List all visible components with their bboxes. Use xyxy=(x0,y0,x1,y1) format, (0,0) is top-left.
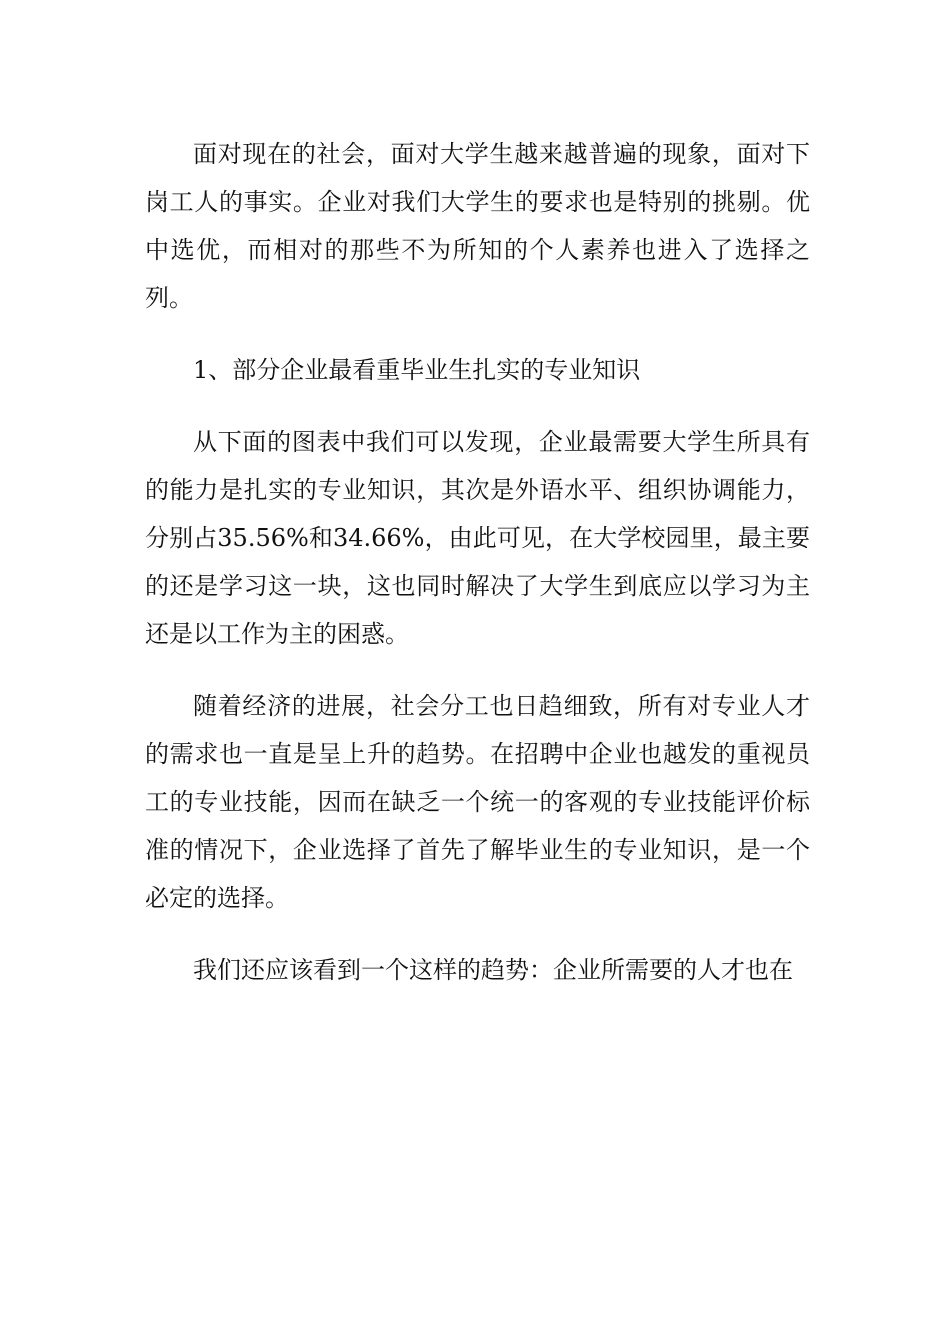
paragraph-continuation: 我们还应该看到一个这样的趋势：企业所需要的人才也在 xyxy=(193,956,793,984)
paragraph-chart-finding: 从下面的图表中我们可以发现，企业最需要大学生所具有的能力是扎实的专业知识，其次是外语水平、组织协调能力，分别占35.56%和34.66%，由此可见，在大学校园里，最主要的还是学习这一块，这也同时解决了大学生到底应以学习为主还是以工作为主的困惑。 xyxy=(145,428,810,648)
section-heading: 1、部分企业最看重毕业生扎实的专业知识 xyxy=(193,356,641,384)
paragraph-intro: 面对现在的社会，面对大学生越来越普遍的现象，面对下岗工人的事实。企业对我们大学生的要求也是特别的挑剔。优中选优，而相对的那些不为所知的个人素养也进入了选择之列。 xyxy=(145,140,810,312)
body-text xyxy=(145,130,810,1018)
paragraph-economic-trend: 随着经济的进展，社会分工也日趋细致，所有对专业人才的需求也一直是呈上升的趋势。在招聘中企业也越发的重视员工的专业技能，因而在缺乏一个统一的客观的专业技能评价标准的情况下，企业选择了首先了解毕业生的专业知识，是一个必定的选择。 xyxy=(145,692,810,912)
